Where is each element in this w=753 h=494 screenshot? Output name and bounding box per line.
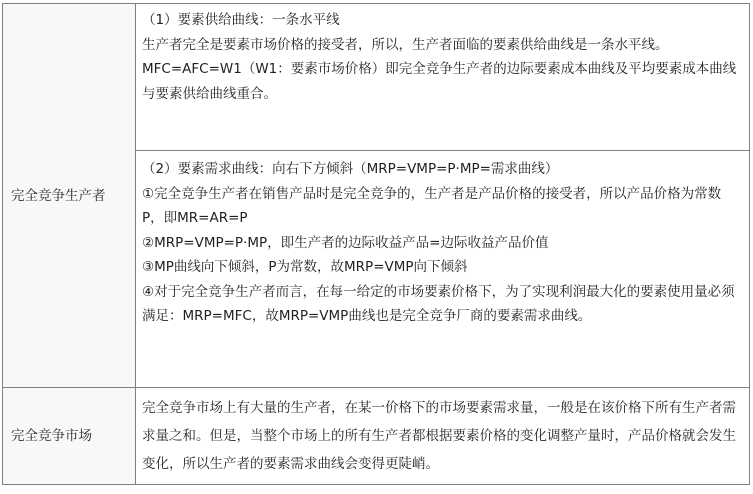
supply-curve-formula: MFC=AFC=W1（W1：要素市场价格）即完全竞争生产者的边际要素成本曲线及平均要素成本曲线与要素供给曲线重合。 xyxy=(142,61,737,102)
supply-curve-heading: （1）要素供给曲线：一条水平线 xyxy=(142,12,340,28)
demand-curve-point-3: ③MP曲线向下倾斜，P为常数，故MRP=VMP向下倾斜 xyxy=(142,259,468,275)
supply-curve-section xyxy=(136,4,749,151)
supply-curve-text: 生产者完全是要素市场价格的接受者，所以，生产者面临的要素供给曲线是一条水平线。 xyxy=(142,36,669,53)
demand-curve-point-1: ①完全竞争生产者在销售产品时是完全竞争的，生产者是产品价格的接受者，所以产品价格为常数P，即MR=AR=P xyxy=(142,185,722,226)
demand-curve-point-4: ④对于完全竞争生产者而言，在每一给定的市场要素价格下，为了实现利润最大化的要素使用量必须满足：MRP=MFC，故MRP=VMP曲线也是完全竞争厂商的要素需求曲线。 xyxy=(142,283,735,324)
demand-curve-heading: （2）要素需求曲线：向右下方倾斜（MRP=VMP=P·MP=需求曲线） xyxy=(142,161,559,177)
row-content-market xyxy=(136,388,750,485)
demand-curve-section xyxy=(136,151,749,387)
comparison-table xyxy=(2,3,750,485)
row-label-market: 完全竞争市场 xyxy=(3,388,136,485)
market-text: 完全竞争市场上有大量的生产者，在某一价格下的市场要素需求量，一般是在该价格下所有生产者需求量之和。但是，当整个市场上的所有生产者都根据要素价格的变化调整产量时，产品价格就会发生变化，所以生产者的要素需求曲线会变得更陡峭。 xyxy=(142,400,736,472)
table-row-market xyxy=(3,388,750,485)
table-row-producer xyxy=(3,4,750,388)
row-content-producer xyxy=(136,4,750,388)
row-label-producer: 完全竞争生产者 xyxy=(3,4,136,388)
demand-curve-point-2: ②MRP=VMP=P·MP，即生产者的边际收益产品=边际收益产品价值 xyxy=(142,234,549,251)
